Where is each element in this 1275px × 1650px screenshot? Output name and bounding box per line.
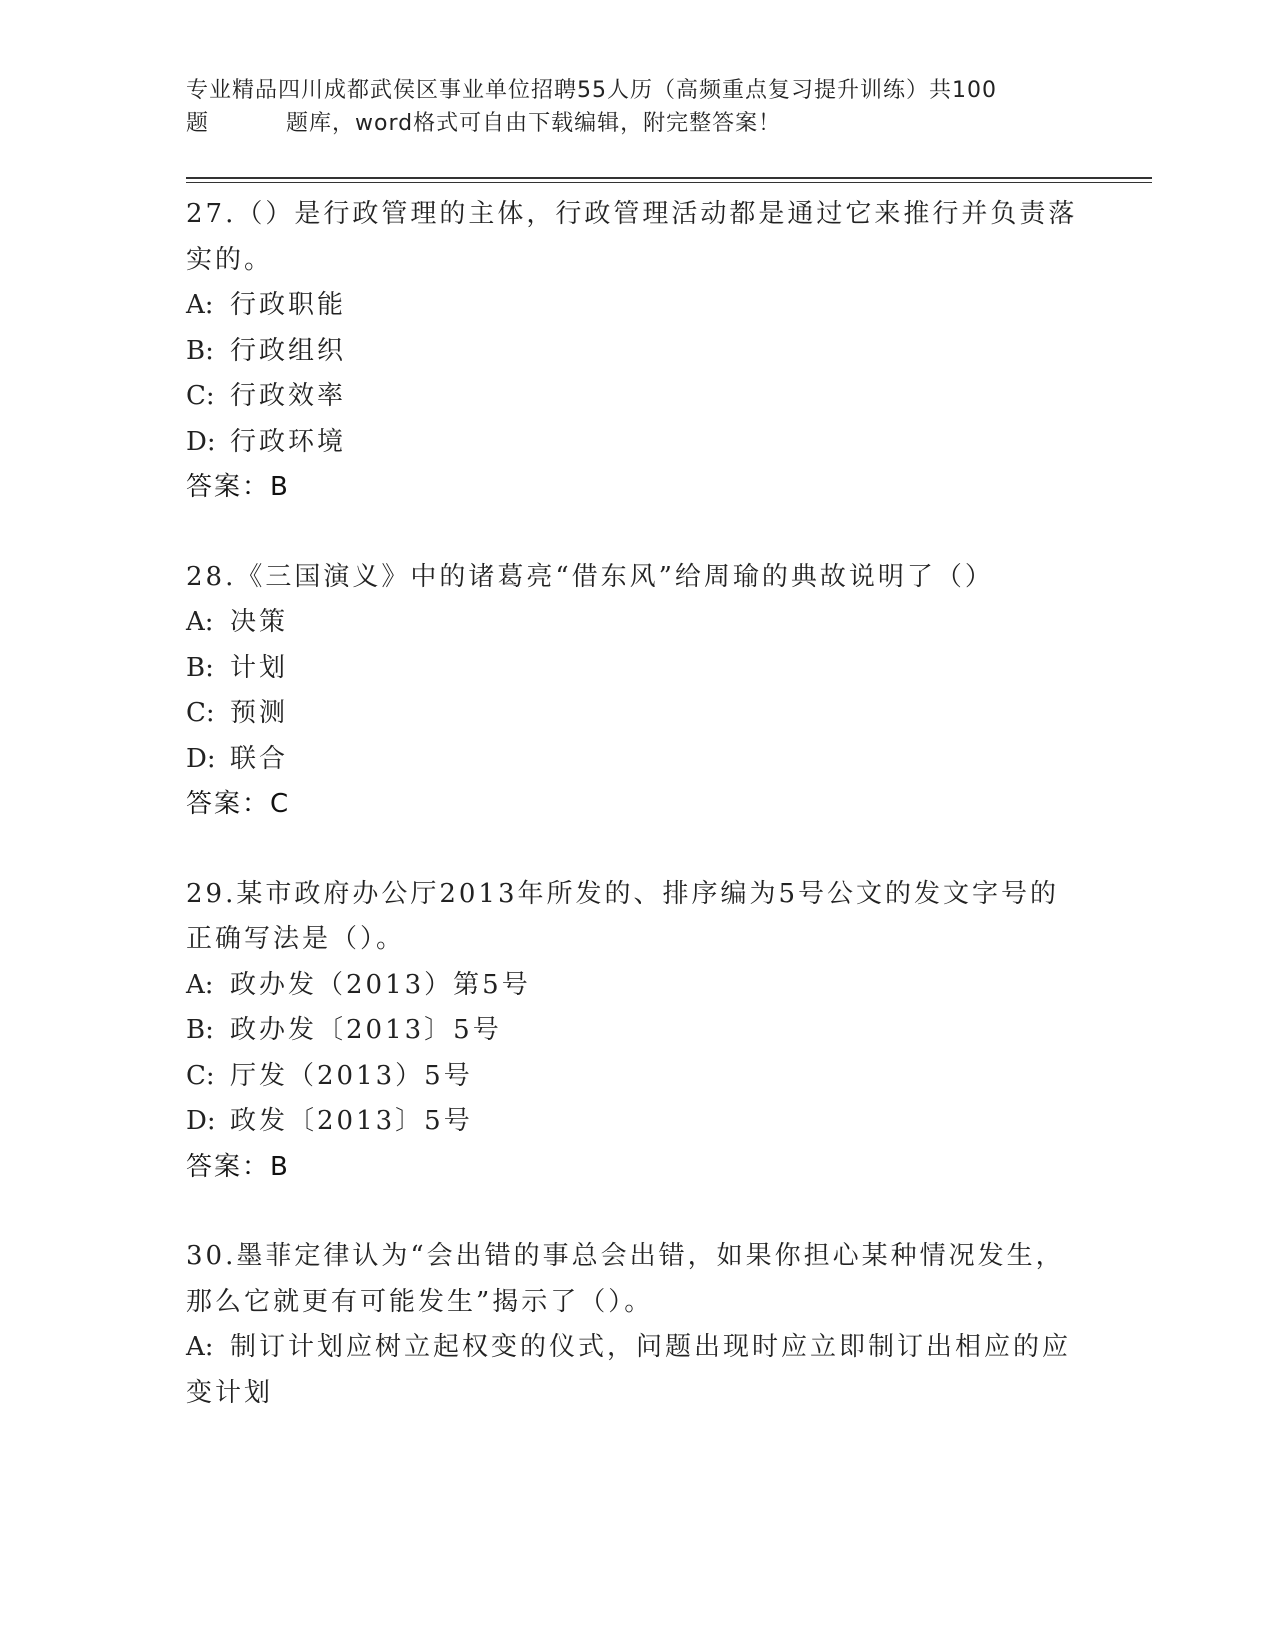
option-label: B: bbox=[186, 335, 214, 366]
option-label: A: bbox=[186, 1332, 214, 1362]
option-label: D: bbox=[186, 1106, 216, 1136]
option-b bbox=[186, 646, 1086, 692]
option-a bbox=[186, 1325, 1086, 1371]
header-rule-thick bbox=[186, 177, 1152, 179]
option-b bbox=[186, 1008, 1086, 1054]
header-line-1: 专业精品四川成都武侯区事业单位招聘55人历（高频重点复习提升训练）共100 bbox=[186, 78, 997, 103]
document-header bbox=[186, 74, 1086, 140]
option-a bbox=[186, 283, 1086, 329]
question-30 bbox=[186, 1234, 1086, 1416]
header-line-2-left: 题 bbox=[186, 111, 210, 136]
question-stem: 30.墨菲定律认为“会出错的事总会出错，如果你担心某种情况发生， bbox=[186, 1241, 1065, 1271]
option-label: C: bbox=[186, 381, 215, 411]
answer-line: 答案：B bbox=[186, 472, 290, 502]
option-label: C: bbox=[186, 698, 215, 728]
option-text: 厅发（2013）5号 bbox=[230, 1060, 473, 1091]
option-text: 行政环境 bbox=[230, 426, 347, 457]
option-b bbox=[186, 329, 1086, 375]
option-text: 政办发〔2013〕5号 bbox=[230, 1015, 502, 1045]
option-d bbox=[186, 420, 1086, 466]
question-stem-continued: 实的。 bbox=[186, 244, 274, 275]
option-text: 计划 bbox=[230, 652, 289, 683]
option-d bbox=[186, 1099, 1086, 1145]
question-27 bbox=[186, 192, 1086, 511]
option-text: 决策 bbox=[230, 607, 289, 637]
option-text: 行政组织 bbox=[230, 335, 347, 366]
option-label: A: bbox=[186, 607, 214, 637]
option-label: B: bbox=[186, 1015, 214, 1045]
header-line-2 bbox=[186, 107, 1086, 140]
question-stem: 27.（）是行政管理的主体，行政管理活动都是通过它来推行并负责落 bbox=[186, 199, 1078, 229]
option-text: 预测 bbox=[230, 698, 289, 728]
option-d bbox=[186, 737, 1086, 783]
question-stem-continued: 正确写法是（）。 bbox=[186, 924, 406, 954]
option-text: 政办发（2013）第5号 bbox=[230, 969, 531, 1000]
option-c bbox=[186, 691, 1086, 737]
answer-line: 答案：C bbox=[186, 789, 291, 819]
option-text: 行政效率 bbox=[230, 381, 347, 411]
option-text: 行政职能 bbox=[230, 290, 347, 320]
option-a-continued: 变计划 bbox=[186, 1377, 274, 1408]
header-line-2-right: 题库，word格式可自由下载编辑，附完整答案！ bbox=[286, 111, 782, 136]
question-list bbox=[186, 192, 1086, 1460]
option-text: 制订计划应树立起权变的仪式，问题出现时应立即制订出相应的应 bbox=[230, 1332, 1072, 1362]
answer-line: 答案：B bbox=[186, 1151, 290, 1182]
question-stem: 28.《三国演义》中的诸葛亮“借东风”给周瑜的典故说明了（） bbox=[186, 561, 994, 592]
option-label: A: bbox=[186, 969, 214, 1000]
question-stem-continued: 那么它就更有可能发生”揭示了（）。 bbox=[186, 1286, 654, 1317]
question-stem: 29.某市政府办公厅2013年所发的、排序编为5号公文的发文字号的 bbox=[186, 878, 1060, 909]
option-c bbox=[186, 1054, 1086, 1100]
option-label: C: bbox=[186, 1060, 215, 1091]
option-c bbox=[186, 374, 1086, 420]
option-a bbox=[186, 963, 1086, 1009]
option-label: D: bbox=[186, 426, 216, 457]
option-text: 联合 bbox=[230, 743, 289, 774]
option-label: B: bbox=[186, 652, 214, 683]
option-a bbox=[186, 600, 1086, 646]
header-rule-thin bbox=[186, 182, 1152, 183]
option-text: 政发〔2013〕5号 bbox=[230, 1106, 473, 1136]
question-28 bbox=[186, 555, 1086, 828]
option-label: A: bbox=[186, 290, 214, 320]
question-29 bbox=[186, 872, 1086, 1191]
option-label: D: bbox=[186, 743, 216, 774]
